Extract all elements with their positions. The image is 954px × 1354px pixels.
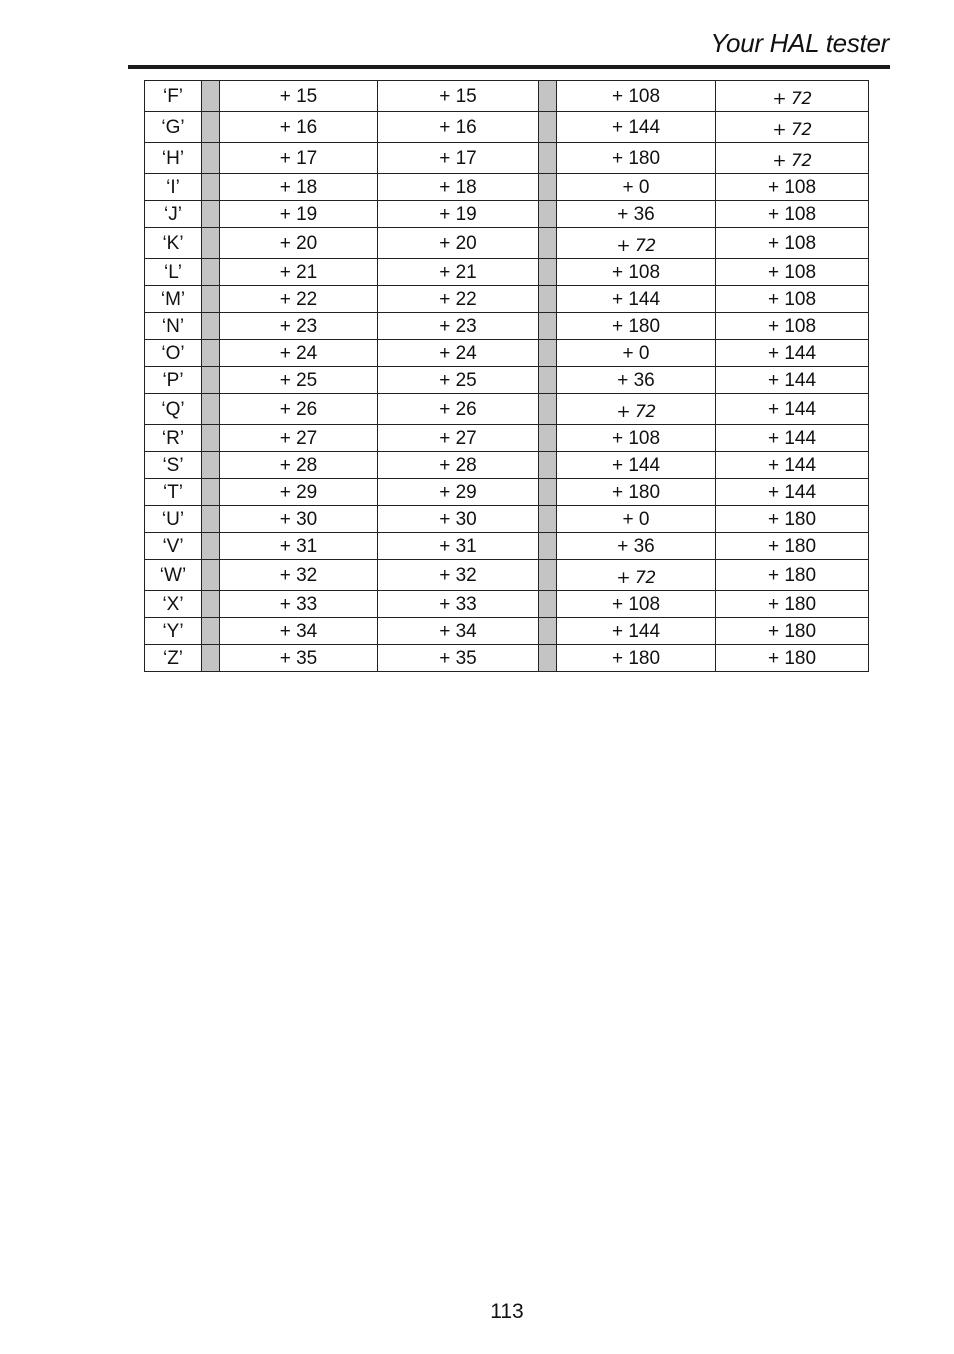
letter-cell-value: ‘U’ (161, 508, 185, 530)
value-cell-1 (220, 143, 378, 174)
letter-cell (145, 591, 202, 618)
value-cell-2-value: + 21 (439, 261, 477, 283)
separator-cell (202, 645, 220, 672)
separator-cell (539, 452, 557, 479)
value-cell-4 (716, 367, 869, 394)
value-cell-3-value: + 72 (616, 235, 656, 256)
value-cell-1-value: + 34 (279, 620, 318, 642)
value-cell-4-value: + 180 (767, 620, 817, 642)
separator-cell (202, 425, 220, 452)
table-row (145, 533, 869, 560)
value-cell-3 (557, 452, 716, 479)
value-cell-3 (557, 479, 716, 506)
value-cell-2-value: + 17 (439, 147, 477, 169)
value-cell-4-value: + 108 (767, 176, 817, 198)
separator-cell (202, 201, 220, 228)
letter-cell (145, 201, 202, 228)
value-cell-2 (378, 367, 539, 394)
value-cell-3-value: + 0 (622, 508, 650, 530)
value-cell-4 (716, 394, 869, 425)
value-cell-2-value: + 28 (439, 454, 477, 476)
value-cell-3 (557, 367, 716, 394)
letter-cell (145, 394, 202, 425)
value-cell-2 (378, 286, 539, 313)
value-cell-1 (220, 201, 378, 228)
letter-cell (145, 81, 202, 112)
separator-cell (202, 174, 220, 201)
letter-cell (145, 452, 202, 479)
value-cell-1-value: + 31 (279, 535, 318, 557)
value-cell-3-value: + 108 (611, 593, 661, 615)
letter-cell-value: ‘J’ (164, 203, 182, 225)
value-cell-3 (557, 112, 716, 143)
letter-cell-value: ‘I’ (166, 176, 180, 198)
value-cell-4 (716, 259, 869, 286)
value-cell-3 (557, 286, 716, 313)
header-rule (128, 65, 890, 69)
separator-cell (539, 506, 557, 533)
page-header-title: Your HAL tester (710, 28, 889, 58)
value-cell-4-value: + 144 (767, 369, 817, 391)
value-cell-1 (220, 174, 378, 201)
value-cell-4-value: + 72 (772, 119, 812, 140)
value-cell-2-value: + 31 (439, 535, 477, 557)
value-cell-2 (378, 425, 539, 452)
value-cell-3-value: + 36 (617, 369, 655, 391)
value-cell-4-value: + 144 (767, 342, 817, 364)
value-cell-3-value: + 144 (611, 116, 661, 138)
value-cell-2-value: + 20 (439, 232, 477, 254)
value-cell-3 (557, 591, 716, 618)
table-row (145, 560, 869, 591)
letter-cell-value: ‘X’ (162, 593, 184, 615)
value-cell-1-value: + 26 (279, 398, 318, 420)
value-cell-1 (220, 506, 378, 533)
character-code-table (144, 80, 869, 672)
value-cell-1 (220, 259, 378, 286)
value-cell-1-value: + 29 (279, 481, 318, 503)
letter-cell-value: ‘N’ (161, 315, 185, 337)
table-row (145, 506, 869, 533)
value-cell-4 (716, 286, 869, 313)
value-cell-3 (557, 174, 716, 201)
value-cell-1-value: + 27 (279, 427, 318, 449)
value-cell-3 (557, 228, 716, 259)
value-cell-4 (716, 81, 869, 112)
table-row (145, 645, 869, 672)
separator-cell (539, 112, 557, 143)
value-cell-4-value: + 72 (772, 150, 812, 171)
value-cell-1 (220, 452, 378, 479)
value-cell-1 (220, 645, 378, 672)
separator-cell (202, 112, 220, 143)
separator-cell (539, 340, 557, 367)
letter-cell (145, 112, 202, 143)
value-cell-3-value: + 0 (622, 342, 650, 364)
letter-cell-value: ‘Y’ (162, 620, 184, 642)
value-cell-3 (557, 81, 716, 112)
separator-cell (202, 479, 220, 506)
value-cell-2 (378, 313, 539, 340)
table-row (145, 286, 869, 313)
separator-cell (539, 425, 557, 452)
value-cell-3 (557, 201, 716, 228)
letter-cell (145, 618, 202, 645)
letter-cell (145, 645, 202, 672)
value-cell-4 (716, 533, 869, 560)
value-cell-2 (378, 645, 539, 672)
letter-cell-value: ‘H’ (161, 147, 185, 169)
value-cell-2 (378, 340, 539, 367)
value-cell-4 (716, 506, 869, 533)
letter-cell (145, 560, 202, 591)
value-cell-1-value: + 21 (279, 261, 318, 283)
separator-cell (539, 367, 557, 394)
value-cell-3 (557, 340, 716, 367)
separator-cell (539, 533, 557, 560)
letter-cell-value: ‘V’ (162, 535, 184, 557)
value-cell-3-value: + 180 (611, 315, 661, 337)
value-cell-4 (716, 452, 869, 479)
table-row (145, 201, 869, 228)
value-cell-2 (378, 533, 539, 560)
value-cell-1-value: + 19 (279, 203, 318, 225)
value-cell-2-value: + 30 (439, 508, 477, 530)
value-cell-4 (716, 313, 869, 340)
value-cell-1 (220, 591, 378, 618)
value-cell-4 (716, 340, 869, 367)
table-row (145, 394, 869, 425)
letter-cell-value: ‘S’ (162, 454, 184, 476)
separator-cell (202, 591, 220, 618)
letter-cell (145, 286, 202, 313)
letter-cell (145, 479, 202, 506)
value-cell-4-value: + 108 (767, 261, 817, 283)
value-cell-2-value: + 27 (439, 427, 477, 449)
value-cell-4-value: + 108 (767, 315, 817, 337)
separator-cell (202, 533, 220, 560)
table-row (145, 591, 869, 618)
value-cell-4 (716, 591, 869, 618)
letter-cell (145, 340, 202, 367)
separator-cell (202, 452, 220, 479)
value-cell-1-value: + 17 (279, 147, 318, 169)
separator-cell (539, 560, 557, 591)
value-cell-4-value: + 144 (767, 481, 817, 503)
table-row (145, 313, 869, 340)
value-cell-4-value: + 180 (767, 564, 817, 586)
separator-cell (539, 228, 557, 259)
separator-cell (539, 143, 557, 174)
value-cell-4 (716, 618, 869, 645)
value-cell-4 (716, 425, 869, 452)
separator-cell (539, 174, 557, 201)
value-cell-4-value: + 180 (767, 593, 817, 615)
value-cell-4-value: + 144 (767, 398, 817, 420)
value-cell-1-value: + 33 (279, 593, 318, 615)
separator-cell (202, 228, 220, 259)
letter-cell (145, 228, 202, 259)
separator-cell (539, 591, 557, 618)
value-cell-2 (378, 143, 539, 174)
value-cell-4-value: + 108 (767, 203, 817, 225)
value-cell-4-value: + 144 (767, 427, 817, 449)
value-cell-2 (378, 560, 539, 591)
table-row (145, 479, 869, 506)
letter-cell-value: ‘W’ (159, 564, 187, 586)
letter-cell (145, 259, 202, 286)
value-cell-2-value: + 26 (439, 398, 477, 420)
value-cell-1 (220, 367, 378, 394)
value-cell-3-value: + 180 (611, 647, 661, 669)
value-cell-3 (557, 645, 716, 672)
value-cell-1-value: + 28 (279, 454, 318, 476)
value-cell-1-value: + 22 (279, 288, 318, 310)
value-cell-1 (220, 479, 378, 506)
table-row (145, 174, 869, 201)
value-cell-3 (557, 143, 716, 174)
value-cell-1-value: + 23 (279, 315, 318, 337)
value-cell-2 (378, 618, 539, 645)
separator-cell (539, 286, 557, 313)
value-cell-2 (378, 174, 539, 201)
value-cell-2-value: + 29 (439, 481, 477, 503)
value-cell-4-value: + 180 (767, 647, 817, 669)
letter-cell (145, 425, 202, 452)
letter-cell-value: ‘L’ (164, 261, 182, 283)
value-cell-3-value: + 108 (611, 85, 661, 107)
table-row (145, 81, 869, 112)
value-cell-1-value: + 25 (279, 369, 318, 391)
table-row (145, 367, 869, 394)
value-cell-2 (378, 479, 539, 506)
value-cell-2-value: + 15 (439, 85, 477, 107)
value-cell-2-value: + 32 (439, 564, 477, 586)
value-cell-2 (378, 506, 539, 533)
value-cell-1 (220, 618, 378, 645)
value-cell-2-value: + 24 (439, 342, 477, 364)
value-cell-3 (557, 533, 716, 560)
value-cell-2 (378, 201, 539, 228)
value-cell-3-value: + 0 (622, 176, 650, 198)
value-cell-2-value: + 34 (439, 620, 477, 642)
separator-cell (202, 340, 220, 367)
value-cell-3-value: + 144 (611, 288, 661, 310)
separator-cell (202, 81, 220, 112)
value-cell-4 (716, 201, 869, 228)
value-cell-3 (557, 394, 716, 425)
table-row (145, 112, 869, 143)
separator-cell (539, 394, 557, 425)
value-cell-2 (378, 591, 539, 618)
value-cell-2-value: + 16 (439, 116, 477, 138)
value-cell-3-value: + 144 (611, 620, 661, 642)
letter-cell (145, 143, 202, 174)
table-row (145, 228, 869, 259)
letter-cell-value: ‘M’ (160, 288, 186, 310)
letter-cell-value: ‘T’ (162, 481, 184, 503)
table-row (145, 425, 869, 452)
separator-cell (202, 506, 220, 533)
value-cell-4 (716, 112, 869, 143)
value-cell-2 (378, 452, 539, 479)
value-cell-2 (378, 394, 539, 425)
value-cell-4-value: + 180 (767, 508, 817, 530)
value-cell-1 (220, 533, 378, 560)
value-cell-1 (220, 286, 378, 313)
value-cell-3 (557, 506, 716, 533)
value-cell-1 (220, 81, 378, 112)
value-cell-4-value: + 180 (767, 535, 817, 557)
value-cell-3-value: + 180 (611, 481, 661, 503)
letter-cell (145, 174, 202, 201)
value-cell-4 (716, 560, 869, 591)
value-cell-1-value: + 15 (279, 85, 318, 107)
letter-cell-value: ‘F’ (162, 85, 184, 107)
letter-cell (145, 506, 202, 533)
letter-cell (145, 313, 202, 340)
value-cell-1 (220, 228, 378, 259)
separator-cell (202, 313, 220, 340)
separator-cell (539, 81, 557, 112)
value-cell-1 (220, 425, 378, 452)
value-cell-2 (378, 259, 539, 286)
value-cell-1 (220, 313, 378, 340)
value-cell-4-value: + 108 (767, 288, 817, 310)
value-cell-3-value: + 180 (611, 147, 661, 169)
value-cell-4 (716, 143, 869, 174)
table-body (145, 81, 869, 672)
value-cell-2-value: + 19 (439, 203, 477, 225)
separator-cell (202, 618, 220, 645)
letter-cell-value: ‘Q’ (161, 398, 185, 420)
letter-cell-value: ‘P’ (162, 369, 184, 391)
value-cell-1-value: + 18 (279, 176, 318, 198)
value-cell-2 (378, 112, 539, 143)
page-number: 113 (490, 1300, 524, 1323)
separator-cell (539, 645, 557, 672)
value-cell-1-value: + 30 (279, 508, 318, 530)
table-row (145, 340, 869, 367)
separator-cell (202, 394, 220, 425)
separator-cell (539, 201, 557, 228)
separator-cell (202, 286, 220, 313)
value-cell-3 (557, 560, 716, 591)
value-cell-4-value: + 108 (767, 232, 817, 254)
table-row (145, 452, 869, 479)
value-cell-1-value: + 16 (279, 116, 318, 138)
value-cell-3-value: + 36 (617, 203, 655, 225)
value-cell-3-value: + 144 (611, 454, 661, 476)
letter-cell-value: ‘O’ (161, 342, 185, 364)
value-cell-4 (716, 479, 869, 506)
value-cell-1 (220, 394, 378, 425)
value-cell-3 (557, 259, 716, 286)
value-cell-1-value: + 32 (279, 564, 318, 586)
value-cell-4-value: + 144 (767, 454, 817, 476)
letter-cell (145, 367, 202, 394)
value-cell-3 (557, 313, 716, 340)
value-cell-3-value: + 72 (616, 401, 656, 422)
table-row (145, 618, 869, 645)
value-cell-3-value: + 108 (611, 427, 661, 449)
value-cell-2-value: + 18 (439, 176, 477, 198)
value-cell-2-value: + 23 (439, 315, 477, 337)
value-cell-1 (220, 112, 378, 143)
value-cell-1-value: + 35 (279, 647, 318, 669)
table-row (145, 259, 869, 286)
separator-cell (202, 259, 220, 286)
value-cell-1 (220, 560, 378, 591)
letter-cell (145, 533, 202, 560)
separator-cell (202, 367, 220, 394)
letter-cell-value: ‘K’ (162, 232, 184, 254)
value-cell-2-value: + 33 (439, 593, 477, 615)
value-cell-1 (220, 340, 378, 367)
value-cell-2-value: + 35 (439, 647, 477, 669)
value-cell-1-value: + 20 (279, 232, 318, 254)
value-cell-4-value: + 72 (772, 88, 812, 109)
separator-cell (539, 313, 557, 340)
value-cell-1-value: + 24 (279, 342, 318, 364)
table-row (145, 143, 869, 174)
value-cell-3 (557, 425, 716, 452)
value-cell-2-value: + 25 (439, 369, 477, 391)
separator-cell (202, 143, 220, 174)
value-cell-3-value: + 108 (611, 261, 661, 283)
value-cell-2 (378, 81, 539, 112)
value-cell-2-value: + 22 (439, 288, 477, 310)
separator-cell (539, 618, 557, 645)
value-cell-4 (716, 645, 869, 672)
value-cell-3-value: + 36 (617, 535, 655, 557)
separator-cell (202, 560, 220, 591)
letter-cell-value: ‘G’ (161, 116, 185, 138)
value-cell-2 (378, 228, 539, 259)
separator-cell (539, 479, 557, 506)
letter-cell-value: ‘Z’ (162, 647, 184, 669)
letter-cell-value: ‘R’ (161, 427, 185, 449)
value-cell-3 (557, 618, 716, 645)
value-cell-3-value: + 72 (616, 567, 656, 588)
separator-cell (539, 259, 557, 286)
value-cell-4 (716, 174, 869, 201)
value-cell-4 (716, 228, 869, 259)
